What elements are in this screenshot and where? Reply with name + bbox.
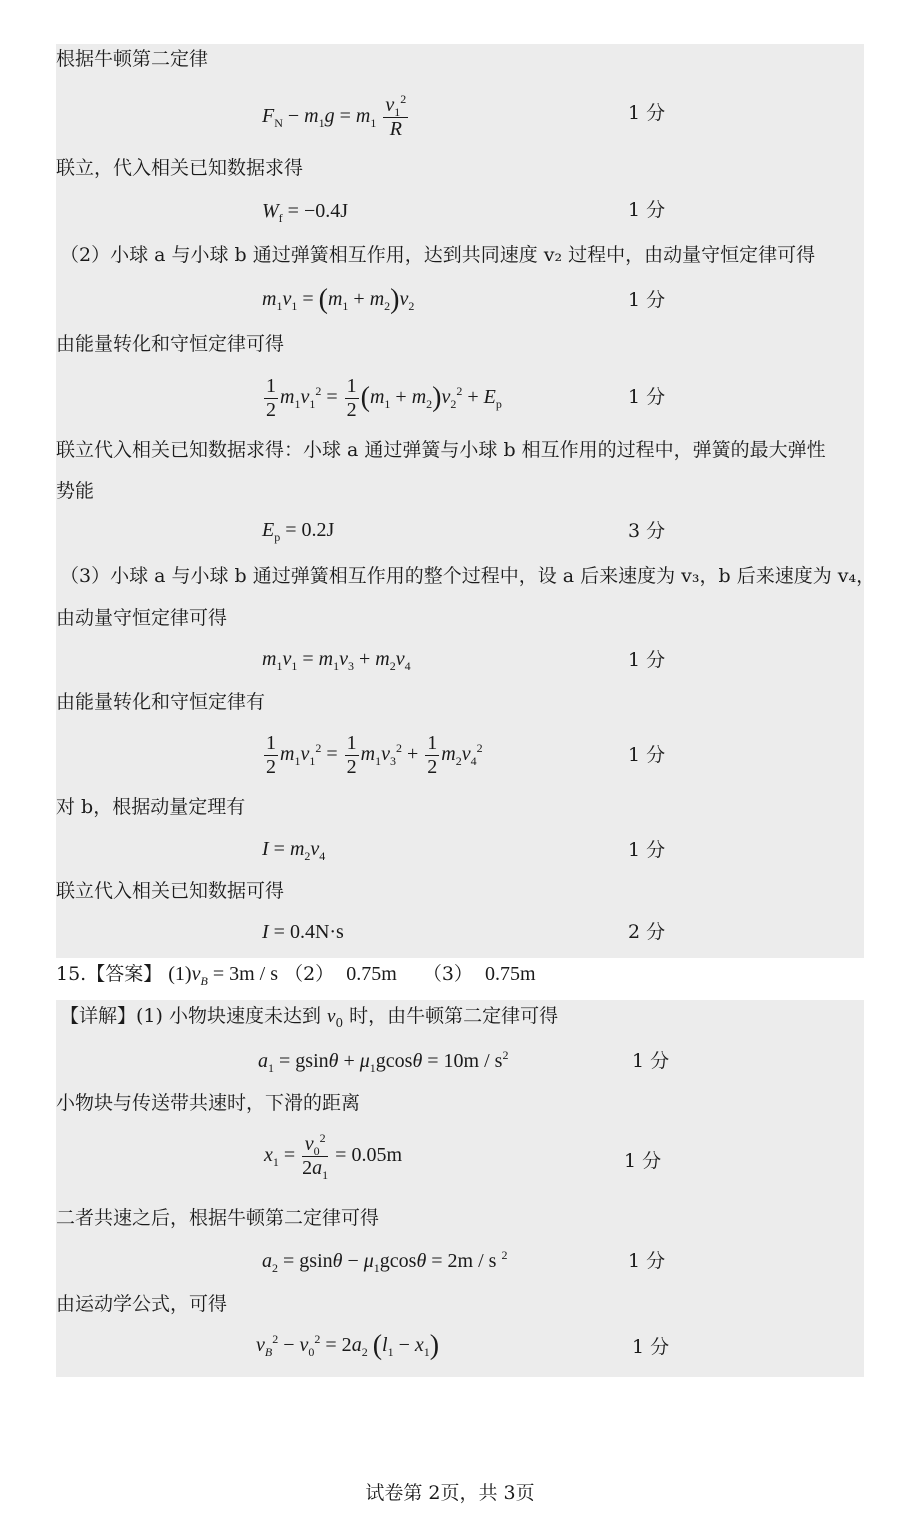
equation-impulse-value: I = 0.4N·s — [262, 921, 344, 943]
equation-energy-conservation-2: $\frac{1}{2}$ $m_1v_1^2$ = $\frac{1}{2}$ $m_1v_3^2$ + $\frac{1}{2}$ $m_2v_4^2$ — [266, 732, 483, 778]
score-13: 1 分 — [632, 1336, 670, 1358]
equation-acceleration-2: $a_2 = gsin\theta - \mu_1gcos\theta = 2m / s$ $^2$ — [262, 1248, 508, 1275]
answer-label: 15.【答案】 — [56, 963, 163, 985]
text-kinematics: 由运动学公式，可得 — [56, 1293, 228, 1315]
answer-part-2: 0.75m — [346, 963, 397, 985]
text-combine-3: 联立代入相关已知数据可得 — [56, 880, 285, 902]
solution-panel-q14 — [56, 44, 864, 958]
equation-energy-conservation-1: $\frac{1}{2}$ $m_1v_1^2$ = $\frac{1}{2}$ $(m_1 + m_2)v_2^2 + E_p$ — [266, 375, 502, 421]
text-after-common-speed: 二者共速之后，根据牛顿第二定律可得 — [56, 1207, 380, 1229]
text-newton-second-law: 根据牛顿第二定律 — [56, 48, 209, 70]
score-11: 1 分 — [624, 1150, 662, 1172]
answer-part-3: 0.75m — [484, 963, 536, 985]
score-3: 1 分 — [628, 289, 666, 311]
text-energy-1: 由能量转化和守恒定律可得 — [56, 333, 285, 355]
answer-line-q15 — [56, 963, 536, 988]
text-for-b: 对 b，根据动量定理有 — [56, 796, 246, 818]
score-2: 1 分 — [628, 199, 666, 221]
text-part-2: （2）小球 a 与小球 b 通过弹簧相互作用，达到共同速度 v₂ 过程中，由动量守恒定律可得 — [60, 244, 816, 266]
equation-momentum-conservation-1: $m_1v_1 = (m_1 + m_2)v_2$ — [262, 284, 415, 315]
text-part-3a: （3）小球 a 与小球 b 通过弹簧相互作用的整个过程中，设 a 后来速度为 v₃，b 后来速度为 v₄， — [60, 565, 876, 587]
equation-elastic-energy: $E_p = 0.2J$ — [262, 519, 335, 544]
text-energy-2: 由能量转化和守恒定律有 — [56, 691, 266, 713]
score-12: 1 分 — [628, 1250, 666, 1272]
text-combine-2a: 联立代入相关已知数据求得：小球 a 通过弹簧与小球 b 相互作用的过程中，弹簧的最大弹性 — [56, 439, 826, 461]
answer-part-1: $(1)v_B = 3m / s$ — [168, 963, 279, 988]
equation-work-friction: $W_f = -0.4J$ — [262, 200, 349, 225]
equation-impulse-theorem: $I = m_2v_4$ — [262, 838, 326, 863]
equation-normal-force: $F_N - m_1g = m_1$ $\frac{v_1^2}{R}$ — [262, 92, 407, 140]
equation-momentum-conservation-2: $m_1v_1 = m_1v_3 + m_2v_4$ — [262, 648, 411, 673]
text-common-speed: 小物块与传送带共速时，下滑的距离 — [56, 1092, 361, 1114]
text-combine-2b: 势能 — [56, 480, 95, 502]
equation-acceleration-1: $a_1 = gsin\theta + \mu_1gcos\theta = 10m / s^2$ — [258, 1048, 509, 1075]
answer-part-3-label: （3） — [422, 963, 473, 985]
score-10: 1 分 — [632, 1050, 670, 1072]
score-6: 1 分 — [628, 649, 666, 671]
answer-part-2-label: （2） — [284, 963, 335, 985]
equation-distance-x1: $x_1$ = $\frac{v_0^2}{2a_1}$ = 0.05m — [264, 1131, 403, 1182]
equation-kinematics: $v_B^2 - v_0^2 = 2a_2$ $(l_1 - x_1)$ — [256, 1330, 440, 1361]
text-part-3b: 由动量守恒定律可得 — [56, 607, 228, 629]
score-1: 1 分 — [628, 102, 666, 124]
score-7: 1 分 — [628, 744, 666, 766]
score-9: 2 分 — [628, 921, 666, 943]
page-footer: 试卷第 2页，共 3页 — [365, 1482, 535, 1504]
score-4: 1 分 — [628, 386, 666, 408]
text-combine-1: 联立，代入相关已知数据求得 — [56, 157, 304, 179]
text-detail-heading: 【详解】(1) 小物块速度未达到 $v_0$ 时，由牛顿第二定律可得 — [60, 1005, 559, 1030]
score-5: 3 分 — [628, 520, 666, 542]
score-8: 1 分 — [628, 839, 666, 861]
